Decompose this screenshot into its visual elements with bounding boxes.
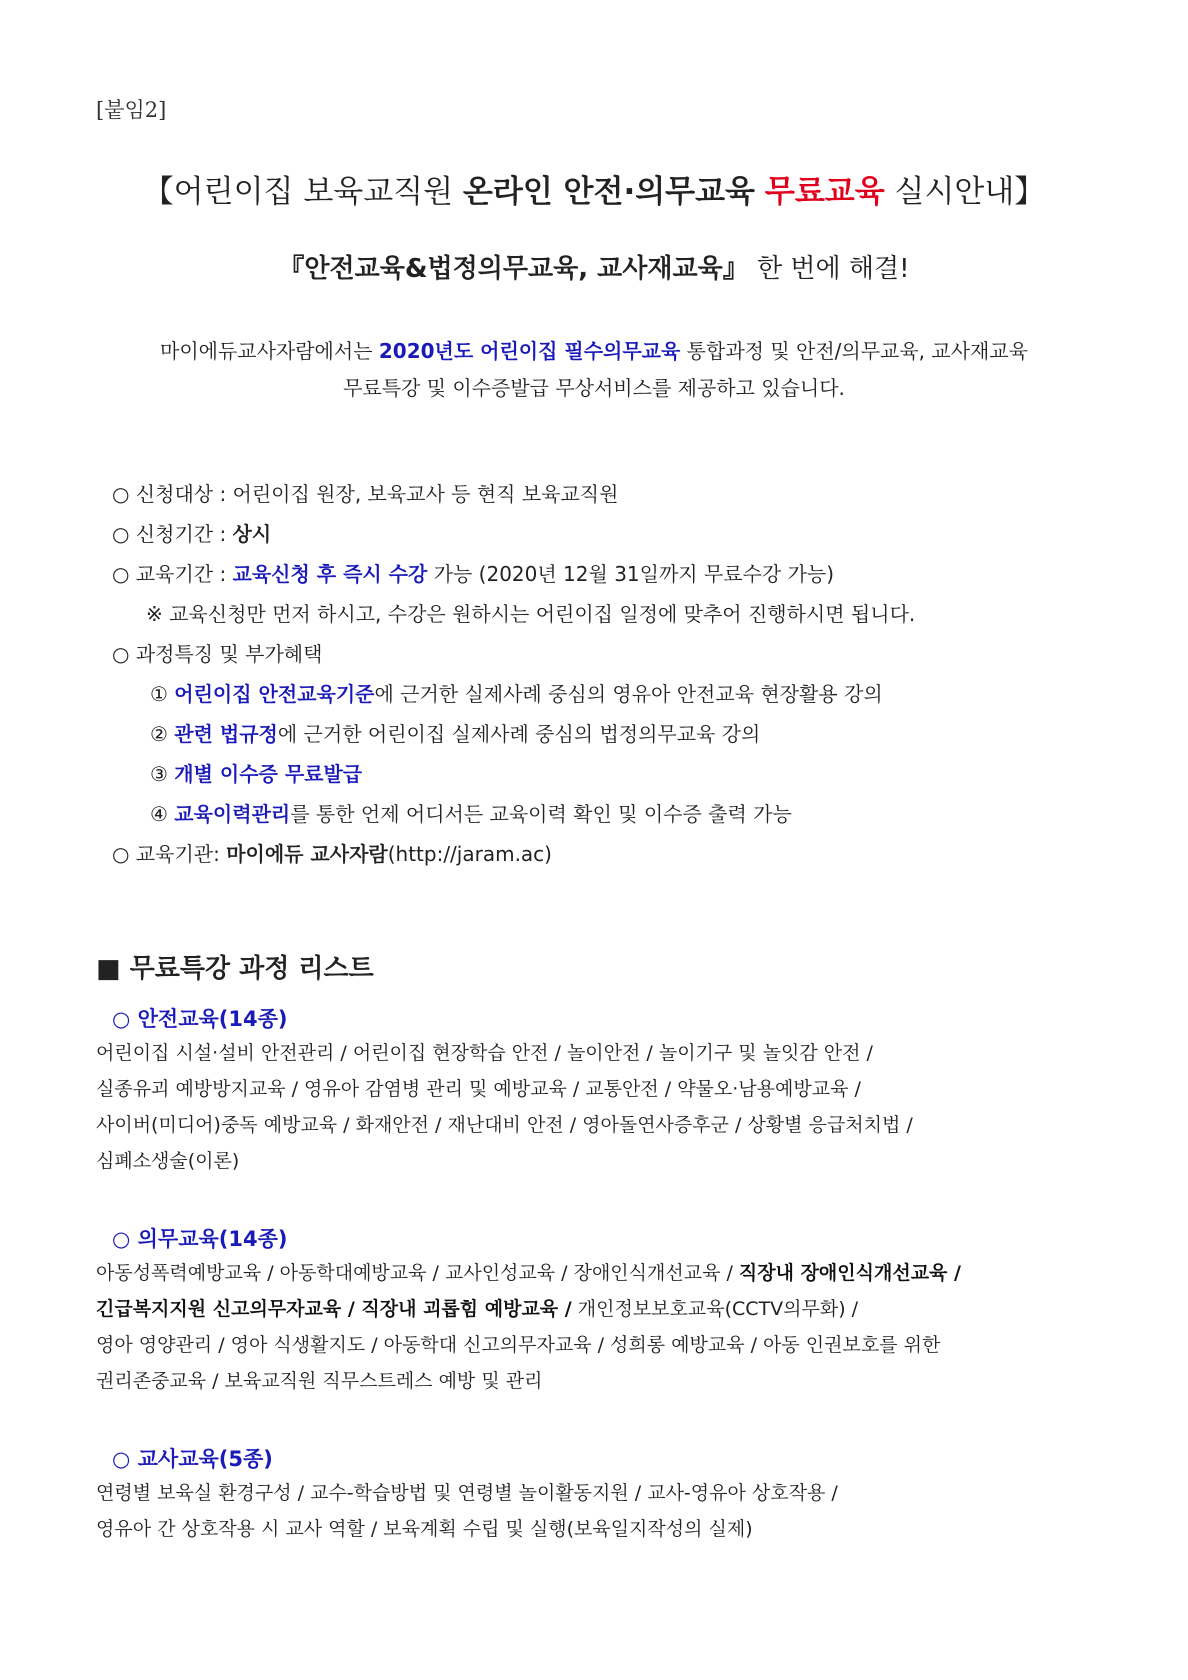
list-item: 심폐소생술(이론)	[96, 1150, 240, 1172]
info-edu-period: ○ 교육기간 : 교육신청 후 즉시 수강 가능 (2020년 12월 31일까지 무료수강 가능)	[112, 562, 835, 586]
list-item: 영아 영양관리 / 영아 식생활지도 / 아동학대 신고의무자교육 / 성희롱 예방교육 / 아동 인권보호를 위한	[96, 1334, 941, 1356]
info-target: ○ 신청대상 : 어린이집 원장, 보육교사 등 현직 보육교직원	[112, 482, 619, 506]
safety-list	[96, 1035, 913, 1179]
duty-list	[96, 1255, 961, 1399]
safety-heading: ○ 안전교육(14종)	[112, 1007, 288, 1031]
course-list-heading: ■ 무료특강 과정 리스트	[96, 954, 374, 984]
list-item: 영유아 간 상호작용 시 교사 역할 / 보육계획 수립 및 실행(보육일지작성의 실제)	[96, 1518, 753, 1540]
teacher-list	[96, 1475, 838, 1547]
page-subtitle: 『안전교육&법정의무교육, 교사재교육』 한 번에 해결!	[278, 254, 910, 284]
list-item: 사이버(미디어)중독 예방교육 / 화재안전 / 재난대비 안전 / 영아돌연사증후군 / 상황별 응급처치법 /	[96, 1114, 913, 1136]
attachment-label: [붙임2]	[96, 98, 167, 122]
intro-line-1: 마이에듀교사자람에서는 2020년도 어린이집 필수의무교육 통합과정 및 안전/의무교육, 교사재교육	[160, 339, 1028, 363]
feature-3: ③ 개별 이수증 무료발급	[150, 762, 363, 786]
feature-1: ① 어린이집 안전교육기준에 근거한 실제사례 중심의 영유아 안전교육 현장활용 강의	[150, 682, 883, 706]
list-item: 연령별 보육실 환경구성 / 교수-학습방법 및 연령별 놀이활동지원 / 교사-영유아 상호작용 /	[96, 1482, 838, 1504]
list-item: 실종유괴 예방방지교육 / 영유아 감염병 관리 및 예방교육 / 교통안전 / 약물오·남용예방교육 /	[96, 1078, 861, 1100]
list-item: 긴급복지지원 신고의무자교육 / 직장내 괴롭힘 예방교육 / 개인정보보호교육(CCTV의무화) /	[96, 1298, 859, 1320]
list-item: 어린이집 시설·설비 안전관리 / 어린이집 현장학습 안전 / 놀이안전 / 놀이기구 및 놀잇감 안전 /	[96, 1042, 873, 1064]
page-title: 【어린이집 보육교직원 온라인 안전·의무교육 무료교육 실시안내】	[142, 174, 1046, 210]
info-features: ○ 과정특징 및 부가혜택	[112, 642, 323, 666]
info-note: ※ 교육신청만 먼저 하시고, 수강은 원하시는 어린이집 일정에 맞추어 진행하시면 됩니다.	[146, 602, 916, 626]
list-item: 권리존중교육 / 보육교직원 직무스트레스 예방 및 관리	[96, 1370, 543, 1392]
feature-2: ② 관련 법규정에 근거한 어린이집 실제사례 중심의 법정의무교육 강의	[150, 722, 761, 746]
info-institution: ○ 교육기관: 마이에듀 교사자람(http://jaram.ac)	[112, 842, 552, 866]
duty-heading: ○ 의무교육(14종)	[112, 1227, 288, 1251]
teacher-heading: ○ 교사교육(5종)	[112, 1447, 273, 1471]
intro-line-2: 무료특강 및 이수증발급 무상서비스를 제공하고 있습니다.	[343, 376, 845, 400]
feature-4: ④ 교육이력관리를 통한 언제 어디서든 교육이력 확인 및 이수증 출력 가능	[150, 802, 792, 826]
info-period: ○ 신청기간 : 상시	[112, 522, 272, 546]
list-item: 아동성폭력예방교육 / 아동학대예방교육 / 교사인성교육 / 장애인식개선교육 / 직장내 장애인식개선교육 /	[96, 1262, 961, 1284]
